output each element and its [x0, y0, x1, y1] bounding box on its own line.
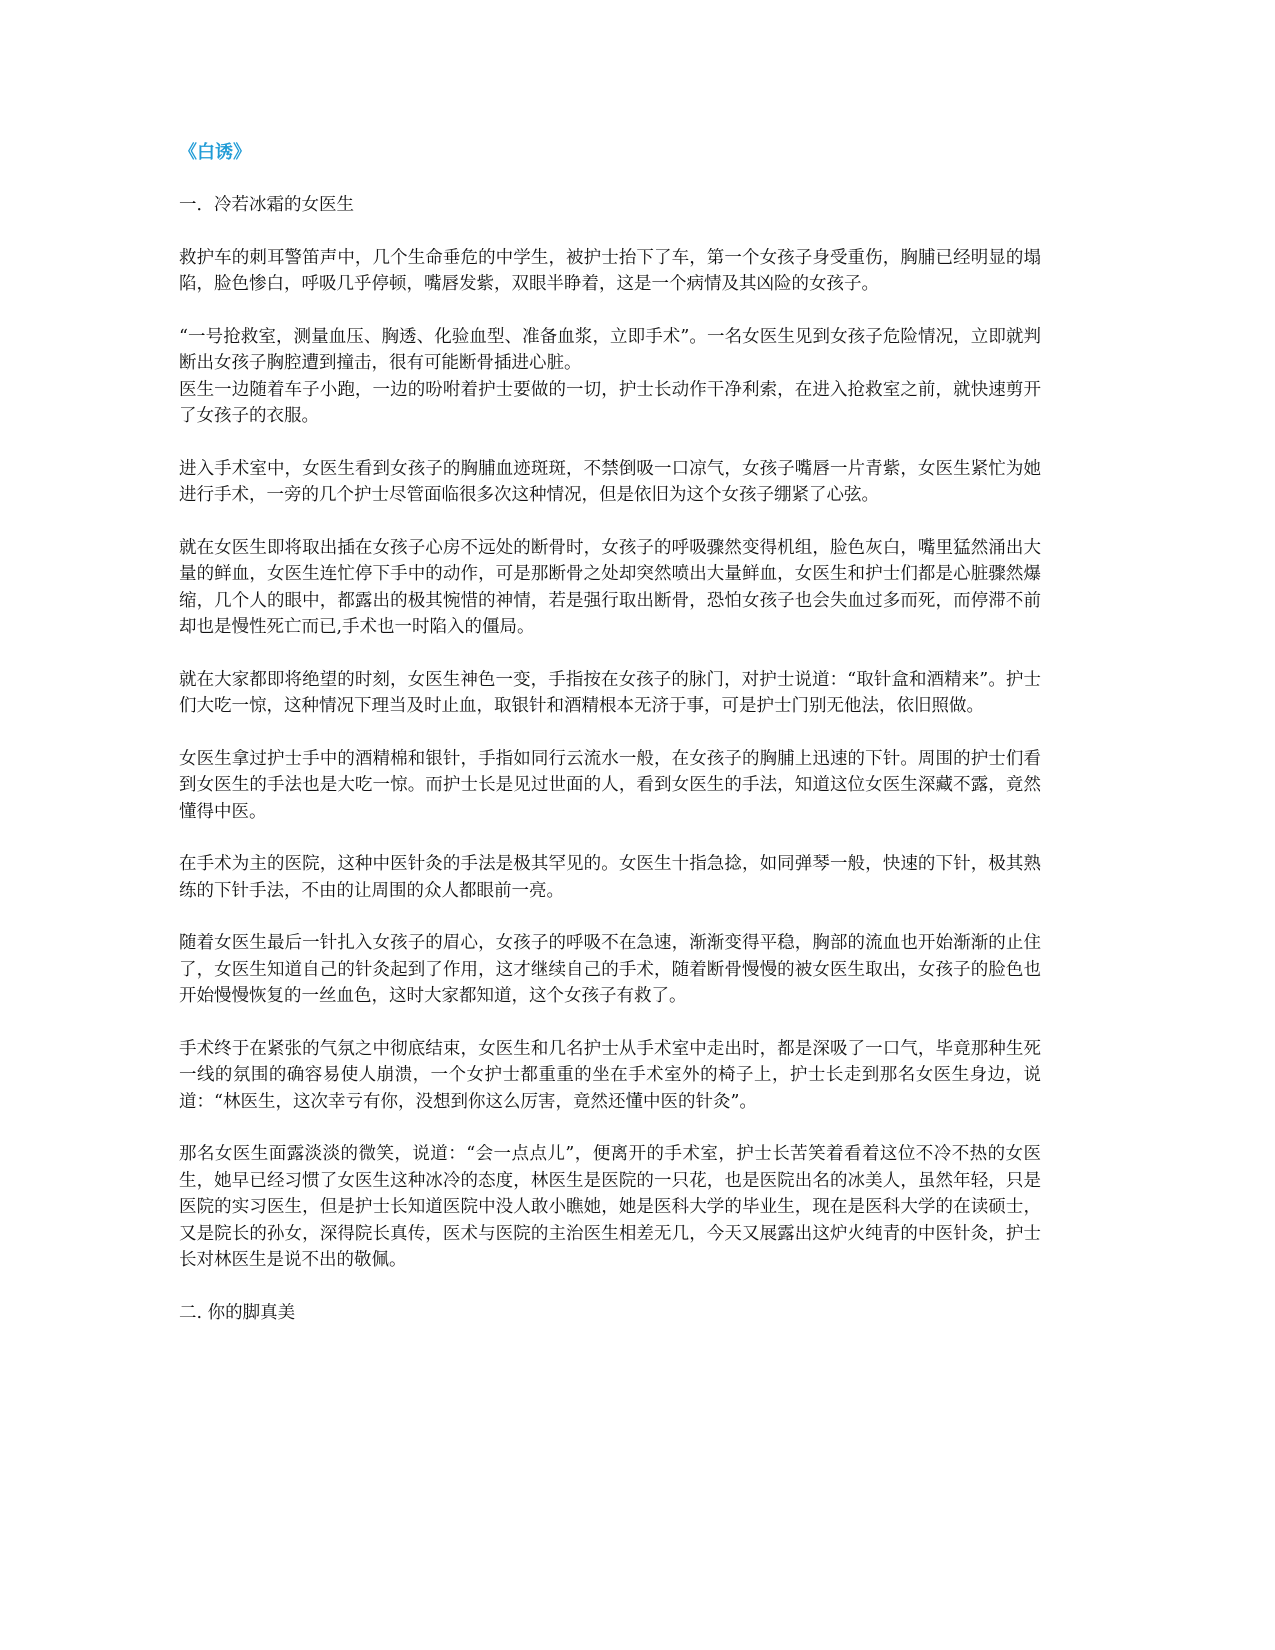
chapter-2-heading: 二. 你的脚真美: [179, 1302, 296, 1323]
paragraph-9: 随着女医生最后一针扎入女孩子的眉心，女孩子的呼吸不在急速，渐渐变得平稳，胸部的流血也开始渐渐的止住了，女医生知道自己的针灸起到了作用，这才继续自己的手术，随着断骨慢慢的被女医生取出，女孩子的脸色也开始慢慢恢复的一丝血色，这时大家都知道，这个女孩子有救了。: [179, 933, 1041, 1006]
document-page: [179, 140, 1041, 1352]
paragraph-8: 在手术为主的医院，这种中医针灸的手法是极其罕见的。女医生十指急捻，如同弹琴一般，快速的下针，极其熟练的下针手法，不由的让周围的众人都眼前一亮。: [179, 854, 1041, 901]
paragraph-4: 进入手术室中，女医生看到女孩子的胸脯血迹斑斑，不禁倒吸一口凉气，女孩子嘴唇一片青紫，女医生紧忙为她进行手术，一旁的几个护士尽管面临很多次这种情况，但是依旧为这个女孩子绷紧了心弦。: [179, 458, 1041, 505]
paragraph-5: 就在女医生即将取出插在女孩子心房不远处的断骨时，女孩子的呼吸骤然变得机组，脸色灰白，嘴里猛然涌出大量的鲜血，女医生连忙停下手中的动作，可是那断骨之处却突然喷出大量鲜血，女医生和护士们都是心脏骤然爆缩，几个人的眼中，都露出的极其惋惜的神情，若是强行取出断骨，恐怕女孩子也会失血过多而死，而停滞不前却也是慢性死亡而已,手术也一时陷入的僵局。: [179, 537, 1041, 637]
paragraph-6: 就在大家都即将绝望的时刻，女医生神色一变，手指按在女孩子的脉门，对护士说道：“取针盒和酒精来”。护士们大吃一惊，这种情况下理当及时止血，取银针和酒精根本无济于事，可是护士门别无他法，依旧照做。: [179, 669, 1041, 716]
paragraph-2: “一号抢救室，测量血压、胸透、化验血型、准备血浆，立即手术”。一名女医生见到女孩子危险情况，立即就判断出女孩子胸腔遭到撞击，很有可能断骨插进心脏。: [179, 326, 1041, 373]
document-title: 《白诱》: [179, 142, 251, 163]
paragraph-1: 救护车的刺耳警笛声中，几个生命垂危的中学生，被护士抬下了车，第一个女孩子身受重伤，胸脯已经明显的塌陷，脸色惨白，呼吸几乎停顿，嘴唇发紫，双眼半睁着，这是一个病情及其凶险的女孩子。: [179, 247, 1041, 294]
chapter-1-heading: 一．冷若冰霜的女医生: [179, 195, 354, 215]
paragraph-10: 手术终于在紧张的气氛之中彻底结束，女医生和几名护士从手术室中走出时，都是深吸了一口气，毕竟那种生死一线的氛围的确容易使人崩溃，一个女护士都重重的坐在手术室外的椅子上，护士长走到那名女医生身边，说道：“林医生，这次幸亏有你，没想到你这么厉害，竟然还懂中医的针灸”。: [179, 1038, 1041, 1112]
paragraph-7: 女医生拿过护士手中的酒精棉和银针，手指如同行云流水一般，在女孩子的胸脯上迅速的下针。周围的护士们看到女医生的手法也是大吃一惊。而护士长是见过世面的人，看到女医生的手法，知道这位女医生深藏不露，竟然懂得中医。: [179, 748, 1041, 822]
paragraph-3: 医生一边随着车子小跑，一边的吩咐着护士要做的一切，护士长动作干净利索，在进入抢救室之前，就快速剪开了女孩子的衣服。: [179, 379, 1041, 426]
paragraph-11: 那名女医生面露淡淡的微笑，说道：“会一点点儿”，便离开的手术室，护士长苦笑着看着这位不冷不热的女医生，她早已经习惯了女医生这种冰冷的态度，林医生是医院的一只花，也是医院出名的冰美人，虽然年轻，只是医院的实习医生，但是护士长知道医院中没人敢小瞧她，她是医科大学的毕业生，现在是医科大学的在读硕士，又是院长的孙女，深得院长真传，医术与医院的主治医生相差无几，今天又展露出这炉火纯青的中医针灸，护士长对林医生是说不出的敬佩。: [179, 1144, 1041, 1270]
